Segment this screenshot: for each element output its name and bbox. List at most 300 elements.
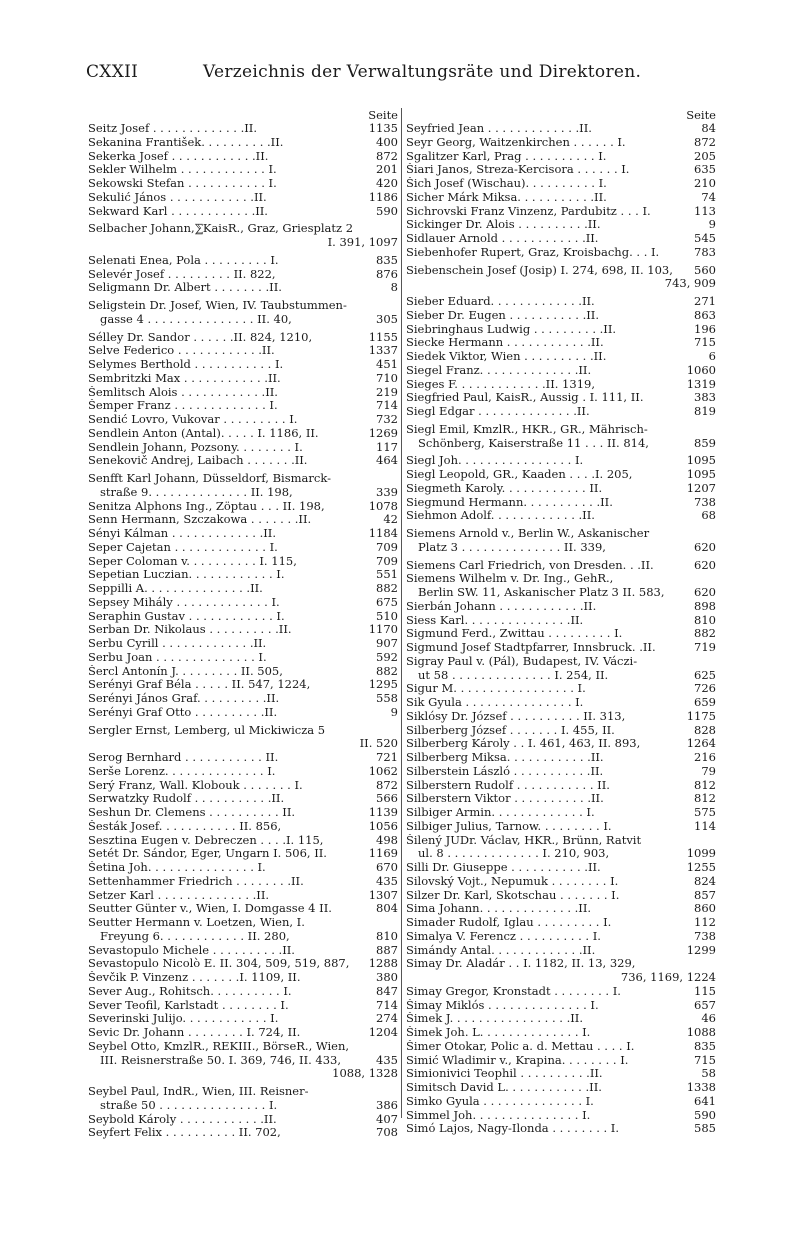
entry-text: Senfft Karl Johann, Düsseldorf, Bismarck- — [88, 472, 331, 485]
entry-page-number: 1175 — [686, 708, 716, 723]
entry-text: Simić Wladimir v., Krapina. . . . . . . . I. — [406, 1053, 629, 1067]
entry-text: Sieber Eduard. . . . . . . . . . . . .II. — [406, 295, 595, 308]
index-entry — [406, 1012, 716, 1026]
entry-page-number: 1060 — [686, 362, 716, 377]
entry-text: Sigray Paul v. (Pál), Budapest, IV. Váczi- — [406, 654, 638, 668]
entry-text: Seyfried Jean . . . . . . . . . . . . .II. — [406, 122, 592, 135]
entry-page-number: 74 — [701, 189, 716, 204]
entry-page-number: 882 — [376, 581, 398, 595]
entry-line — [406, 820, 716, 834]
entry-page-number: 400 — [376, 134, 398, 149]
entry-page-number: 1078 — [368, 498, 398, 513]
entry-line — [88, 779, 398, 793]
entry-line — [88, 568, 398, 582]
index-entry — [406, 264, 716, 292]
entry-line — [88, 806, 398, 820]
entry-page-refs: I. 391, 1097 — [327, 235, 398, 249]
entry-text: Silberstein László . . . . . . . . . . .II. — [406, 764, 604, 778]
entry-page-number: 219 — [376, 384, 398, 399]
entry-page-number: 117 — [376, 439, 398, 454]
entry-text: Schönberg, Kaiserstraße 11 . . . II. 814, — [418, 436, 649, 450]
index-entry — [406, 122, 716, 136]
index-entry — [406, 779, 716, 793]
entry-text: Silberstern Viktor . . . . . . . . . . .II. — [406, 792, 604, 806]
entry-text: Simalya V. Ferencz . . . . . . . . . . I. — [406, 929, 601, 943]
entry-text: Sekowski Stefan . . . . . . . . . . . I. — [88, 177, 277, 190]
entry-line — [406, 779, 716, 793]
entry-page-number: 620 — [694, 557, 716, 572]
entry-line — [406, 765, 716, 779]
index-entry — [88, 500, 398, 514]
entry-page-number: 585 — [694, 1121, 716, 1136]
entry-line — [406, 669, 716, 683]
entry-line — [406, 191, 716, 205]
entry-line — [406, 889, 716, 903]
entry-text: Seppilli A. . . . . . . . . . . . . . .II. — [88, 582, 263, 595]
entry-line — [88, 150, 398, 164]
entry-text: Sicher Márk Miksa. . . . . . . . . . .II. — [406, 190, 607, 204]
index-entry — [406, 944, 716, 958]
entry-text: Šimer Otokar, Polic a. d. Mettau . . . . I. — [406, 1039, 635, 1053]
index-entry — [406, 875, 716, 889]
entry-text: Sieber Dr. Eugen . . . . . . . . . . .II. — [406, 308, 599, 322]
index-entry — [406, 350, 716, 364]
entry-text: Siehmon Adolf. . . . . . . . . . . . .II. — [406, 509, 595, 523]
entry-line — [406, 586, 716, 600]
entry-text: Silberberg Miksa. . . . . . . . . . . .II. — [406, 751, 604, 764]
entry-line — [88, 820, 398, 834]
entry-text: III. Reisnerstraße 50. I. 369, 746, II. 433, — [100, 1053, 342, 1067]
entry-page-number: 114 — [694, 818, 716, 833]
entry-line — [88, 610, 398, 624]
entry-page-number: 1184 — [368, 526, 398, 540]
entry-text: Sekulić János . . . . . . . . . . . .II. — [88, 190, 267, 204]
index-entry — [88, 513, 398, 527]
entry-text: Selbacher Johann,⅀KaisR., Graz, Griesplatz 2 — [88, 222, 354, 236]
entry-line — [88, 358, 398, 372]
entry-page-number: 420 — [376, 176, 398, 190]
entry-page-number: 1056 — [368, 818, 398, 833]
left-column — [88, 108, 398, 1140]
index-entry — [406, 309, 716, 323]
entry-text: Siegl Leopold, GR., Kaaden . . . .I. 205, — [406, 468, 633, 481]
entry-page-number: 804 — [376, 901, 398, 916]
entry-page-number: 860 — [694, 901, 716, 916]
entry-page-number: 810 — [376, 928, 398, 943]
entry-page-number: 670 — [376, 860, 398, 874]
index-entry — [88, 806, 398, 820]
index-entry — [406, 957, 716, 985]
index-entry — [88, 1113, 398, 1127]
entry-line — [88, 191, 398, 205]
entry-line — [406, 999, 716, 1013]
entry-text: Siemens Wilhelm v. Dr. Ing., GehR., — [406, 572, 614, 586]
entry-page-refs: 743, 909 — [664, 276, 716, 291]
entry-text: Seligmann Dr. Albert . . . . . . . .II. — [88, 281, 282, 295]
entry-line — [88, 999, 398, 1013]
entry-line — [88, 834, 398, 848]
entry-line — [406, 527, 716, 541]
entry-text: Seshun Dr. Clemens . . . . . . . . . . II. — [88, 806, 296, 819]
entry-page-number: 592 — [376, 649, 398, 664]
entry-page-number: 84 — [701, 121, 716, 135]
index-entry — [88, 399, 398, 413]
entry-page-number: 274 — [376, 1011, 398, 1026]
entry-page-number: 721 — [376, 750, 398, 764]
entry-text: Sickinger Dr. Alois . . . . . . . . . .II. — [406, 218, 601, 232]
index-entry — [88, 163, 398, 177]
entry-page-number: 824 — [694, 873, 716, 888]
index-entry — [88, 122, 398, 136]
entry-text: Siegl Edgar . . . . . . . . . . . . . .II. — [406, 405, 590, 418]
entry-line — [406, 957, 716, 971]
entry-line — [406, 572, 716, 586]
entry-page-number: 558 — [376, 691, 398, 705]
entry-text: Siegl Emil, KmzlR., HKR., GR., Mährisch- — [406, 422, 648, 436]
entry-page-number: 435 — [376, 1052, 398, 1067]
entry-line — [88, 1012, 398, 1026]
entry-page-number: 216 — [694, 750, 716, 764]
entry-page-number: 872 — [376, 148, 398, 163]
index-entry — [88, 692, 398, 706]
index-entry — [88, 706, 398, 720]
entry-text: Šercl Antonín J. . . . . . . . . II. 505, — [88, 664, 283, 678]
entry-page-number: 1337 — [368, 343, 398, 358]
entry-text: Šich Josef (Wischau). . . . . . . . . . I. — [406, 177, 607, 190]
entry-text: Siegfried Paul, KaisR., Aussig . I. 111, II. — [406, 391, 644, 405]
entry-page-number: 339 — [376, 484, 398, 499]
entry-line — [406, 350, 716, 364]
entry-line — [406, 1067, 716, 1081]
entry-page-number: 566 — [376, 791, 398, 806]
index-entry — [88, 623, 398, 637]
entry-line — [406, 641, 716, 655]
entry-line — [406, 1081, 716, 1095]
entry-page-number: 620 — [694, 539, 716, 554]
index-entry — [406, 724, 716, 738]
entry-text: Siegel Franz. . . . . . . . . . . . . .II. — [406, 363, 592, 377]
entry-line — [406, 218, 716, 232]
entry-line — [88, 692, 398, 706]
entry-text: Sepetian Luczian. . . . . . . . . . . . I. — [88, 568, 285, 582]
entry-page-number: 112 — [694, 915, 716, 929]
entry-line — [406, 614, 716, 628]
entry-line — [406, 378, 716, 392]
index-entry — [88, 724, 398, 752]
entry-text: Siess Karl. . . . . . . . . . . . . . .II. — [406, 613, 584, 627]
entry-line — [88, 541, 398, 555]
entry-text: Silberstern Rudolf . . . . . . . . . . . II. — [406, 778, 610, 792]
entry-page-number: 407 — [376, 1111, 398, 1126]
entry-page-number: 863 — [694, 307, 716, 322]
entry-line — [88, 751, 398, 765]
index-entry — [406, 600, 716, 614]
entry-page-number: 1155 — [368, 329, 398, 344]
entry-text: Serbu Joan . . . . . . . . . . . . . . I. — [88, 650, 267, 664]
entry-line — [88, 637, 398, 651]
entry-text: Silbiger Armin. . . . . . . . . . . . . I. — [406, 806, 595, 819]
entry-text: Simó Lajos, Nagy-Ilonda . . . . . . . . I. — [406, 1122, 620, 1136]
entry-text: Sekler Wilhelm . . . . . . . . . . . . I. — [88, 163, 277, 177]
entry-text: Setét Dr. Sándor, Eger, Ungarn I. 506, II. — [88, 847, 327, 861]
entry-line — [88, 651, 398, 665]
entry-page-number: 709 — [376, 553, 398, 568]
entry-page-number: 1307 — [368, 887, 398, 902]
index-entry — [88, 678, 398, 692]
entry-page-number: 783 — [694, 244, 716, 259]
entry-text: Platz 3 . . . . . . . . . . . . . . II. 339, — [418, 540, 606, 554]
entry-line — [88, 1026, 398, 1040]
entry-line — [406, 847, 716, 861]
index-entry — [88, 834, 398, 848]
index-entry — [406, 1081, 716, 1095]
index-entry — [406, 820, 716, 834]
entry-text: Sevastopulo Michele . . . . . . . . . .II. — [88, 943, 295, 957]
entry-text: Berlin SW. 11, Askanischer Platz 3 II. 583, — [418, 586, 665, 599]
entry-text: Sierbán Johann . . . . . . . . . . . .II. — [406, 599, 597, 613]
entry-line — [406, 264, 716, 278]
index-entry — [88, 299, 398, 327]
entry-text: Silbiger Julius, Tarnow. . . . . . . . . I. — [406, 819, 612, 833]
entry-text: Šiari Janos, Streza-Kercisora . . . . . . I. — [406, 163, 630, 177]
right-column — [406, 108, 716, 1136]
entry-text: Sesztina Eugen v. Debreczen . . . .I. 115, — [88, 833, 324, 847]
index-entry — [406, 218, 716, 232]
entry-page-number: 1204 — [368, 1025, 398, 1039]
entry-text: Sélley Dr. Sandor . . . . . .II. 824, 1210, — [88, 330, 313, 344]
entry-line — [88, 902, 398, 916]
index-entry — [88, 191, 398, 205]
entry-page-number: 1186 — [368, 189, 398, 204]
entry-page-refs: 736, 1169, 1224 — [620, 970, 716, 984]
entry-text: Sendlein Anton (Antal). . . . . I. 1186, II. — [88, 426, 319, 440]
entry-page-number: 42 — [383, 512, 398, 527]
index-entry — [406, 999, 716, 1013]
entry-line — [406, 902, 716, 916]
entry-page-number: 1338 — [686, 1080, 716, 1094]
entry-page-number: 1319 — [686, 376, 716, 391]
entry-text: Siemens Carl Friedrich, von Dresden. . .II. — [406, 558, 654, 572]
entry-text: Seybel Otto, KmzlR., REKIII., BörseR., Wien, — [88, 1039, 350, 1053]
index-entry — [88, 222, 398, 250]
entry-text: Sepsey Mihály . . . . . . . . . . . . . I. — [88, 595, 280, 609]
entry-page-number: 835 — [694, 1038, 716, 1053]
entry-text: Sgalitzer Karl, Prag . . . . . . . . . . I. — [406, 149, 607, 163]
entry-page-number: 810 — [694, 612, 716, 627]
entry-text: Seper Coloman v. . . . . . . . . . I. 115, — [88, 554, 297, 568]
index-entry — [406, 205, 716, 219]
entry-text: Seraphin Gustav . . . . . . . . . . . . I. — [88, 609, 285, 623]
index-entry — [406, 1026, 716, 1040]
entry-line — [406, 1095, 716, 1109]
entry-line — [406, 150, 716, 164]
index-entry — [88, 916, 398, 944]
entry-text: Serý Franz, Wall. Klobouk . . . . . . . I. — [88, 778, 303, 792]
index-entry — [406, 751, 716, 765]
entry-line — [88, 944, 398, 958]
entry-text: Šetina Joh. . . . . . . . . . . . . . . I. — [88, 861, 266, 874]
entry-line — [406, 751, 716, 765]
entry-line — [88, 486, 398, 500]
entry-text: Selymes Berthold . . . . . . . . . . . I. — [88, 358, 284, 371]
entry-text: Simitsch David L. . . . . . . . . . . .II. — [406, 1081, 602, 1094]
entry-line — [406, 559, 716, 573]
index-entry — [406, 295, 716, 309]
index-entry — [88, 944, 398, 958]
index-entry — [406, 861, 716, 875]
seite-label: Seite — [686, 108, 716, 122]
index-entry — [88, 568, 398, 582]
entry-line — [88, 724, 398, 738]
entry-page-number: 620 — [694, 585, 716, 599]
entry-text: Setzer Karl . . . . . . . . . . . . . .II. — [88, 888, 270, 902]
entry-text: Šimay Miklós . . . . . . . . . . . . . . I. — [406, 998, 599, 1012]
entry-line — [406, 541, 716, 555]
entry-list — [88, 122, 398, 1140]
entry-page-number: 380 — [376, 970, 398, 984]
entry-line — [406, 696, 716, 710]
entry-text: Simko Gyula . . . . . . . . . . . . . . I. — [406, 1094, 594, 1108]
entry-line — [406, 336, 716, 350]
entry-text: Sevic Dr. Johann . . . . . . . . I. 724, II. — [88, 1026, 301, 1039]
entry-line — [88, 163, 398, 177]
entry-line — [88, 527, 398, 541]
entry-line — [406, 177, 716, 191]
entry-line — [406, 1040, 716, 1054]
index-entry — [88, 541, 398, 555]
index-entry — [406, 1122, 716, 1136]
index-entry — [88, 386, 398, 400]
entry-text: Simay Gregor, Kronstadt . . . . . . . . I. — [406, 984, 621, 998]
entry-line — [88, 706, 398, 720]
entry-page-number: 675 — [376, 594, 398, 609]
index-entry — [406, 641, 716, 655]
index-entry — [88, 254, 398, 268]
page-title: Verzeichnis der Verwaltungsräte und Direktoren. — [203, 62, 642, 82]
index-entry — [88, 427, 398, 441]
entry-page-number: 196 — [694, 321, 716, 336]
entry-text: Senn Hermann, Szczakowa . . . . . . .II. — [88, 513, 312, 527]
entry-page-number: 305 — [376, 311, 398, 326]
entry-line — [406, 655, 716, 669]
index-entry — [406, 378, 716, 392]
entry-page-number: 859 — [694, 435, 716, 450]
entry-page-number: 738 — [694, 928, 716, 943]
entry-page-number: 551 — [376, 567, 398, 582]
entry-page-number: 6 — [708, 349, 716, 363]
entry-line — [88, 254, 398, 268]
index-entry — [406, 916, 716, 930]
entry-line — [406, 930, 716, 944]
index-entry — [406, 572, 716, 600]
index-entry — [406, 806, 716, 820]
entry-text: Serog Bernhard . . . . . . . . . . . II. — [88, 751, 279, 764]
entry-line — [406, 1054, 716, 1068]
index-entry — [406, 655, 716, 683]
index-entry — [406, 468, 716, 482]
entry-text: Seyfert Felix . . . . . . . . . . II. 702, — [88, 1126, 281, 1140]
entry-text: Sevastopulo Nicolò E. II. 304, 509, 519, 887, — [88, 957, 350, 971]
entry-page-number: 590 — [694, 1107, 716, 1122]
entry-line — [406, 468, 716, 482]
entry-line — [88, 331, 398, 345]
entry-line — [406, 1012, 716, 1026]
entry-text: Simader Rudolf, Iglau . . . . . . . . . I. — [406, 916, 612, 929]
entry-text: Šimek Joh. L. . . . . . . . . . . . . . I. — [406, 1026, 591, 1039]
entry-page-number: 714 — [376, 398, 398, 413]
entry-text: Silovský Vojt., Nepumuk . . . . . . . . I. — [406, 874, 619, 888]
entry-line — [88, 665, 398, 679]
index-entry — [406, 496, 716, 510]
index-entry — [88, 1040, 398, 1081]
index-entry — [406, 509, 716, 523]
entry-page-number: 819 — [694, 404, 716, 418]
entry-text: Serban Dr. Nikolaus . . . . . . . . . .II. — [88, 623, 292, 637]
entry-page-number: 115 — [694, 983, 716, 998]
index-entry — [406, 889, 716, 903]
entry-text: Selevér Josef . . . . . . . . . II. 822, — [88, 267, 276, 281]
index-entry — [406, 710, 716, 724]
entry-line — [406, 792, 716, 806]
index-entry — [88, 610, 398, 624]
index-entry — [406, 902, 716, 916]
index-entry — [88, 999, 398, 1013]
entry-line — [406, 136, 716, 150]
entry-line — [88, 1040, 398, 1054]
entry-page-number: 635 — [694, 162, 716, 177]
index-entry — [88, 372, 398, 386]
entry-page-number: 641 — [694, 1093, 716, 1108]
entry-text: gasse 4 . . . . . . . . . . . . . . . II. 40, — [100, 312, 292, 326]
entry-line — [88, 268, 398, 282]
entry-line — [88, 427, 398, 441]
index-entry — [88, 413, 398, 427]
index-entry — [406, 454, 716, 468]
entry-page-number: 625 — [694, 667, 716, 682]
entry-text: Serše Lorenz. . . . . . . . . . . . . . I. — [88, 764, 276, 778]
index-entry — [88, 971, 398, 985]
entry-text: Siebenhofer Rupert, Graz, Kroisbachg. . . I. — [406, 245, 660, 259]
entry-page-number: 1295 — [368, 677, 398, 692]
entry-text: Sényi Kálman . . . . . . . . . . . . .II. — [88, 527, 276, 540]
entry-page-number: 1288 — [368, 956, 398, 971]
entry-text: Sendlein Johann, Pozsony. . . . . . . . I. — [88, 440, 303, 454]
entry-text: Sever Teofil, Karlstadt . . . . . . . . I. — [88, 998, 289, 1012]
entry-text: Ševčik P. Vinzenz . . . . . . .I. 1109, II. — [88, 971, 301, 984]
index-entry — [406, 177, 716, 191]
index-entry — [88, 1026, 398, 1040]
entry-line — [406, 309, 716, 323]
index-entry — [88, 957, 398, 971]
entry-line — [406, 710, 716, 724]
entry-line — [406, 1026, 716, 1040]
entry-page-number: 386 — [376, 1097, 398, 1112]
entry-page-number: 1095 — [686, 467, 716, 481]
entry-text: Seitz Josef . . . . . . . . . . . . .II. — [88, 122, 257, 135]
entry-page-number: 575 — [694, 805, 716, 819]
index-entry — [406, 323, 716, 337]
index-entry — [406, 191, 716, 205]
entry-line — [406, 985, 716, 999]
entry-text: Sekward Karl . . . . . . . . . . . .II. — [88, 204, 268, 218]
entry-line — [406, 875, 716, 889]
entry-line — [88, 765, 398, 779]
entry-text: Siecke Hermann . . . . . . . . . . . .II. — [406, 336, 604, 350]
entry-text: Silzer Dr. Karl, Skotschau . . . . . . . I. — [406, 888, 620, 902]
entry-line — [406, 1122, 716, 1136]
index-entry — [88, 150, 398, 164]
entry-line — [406, 454, 716, 468]
